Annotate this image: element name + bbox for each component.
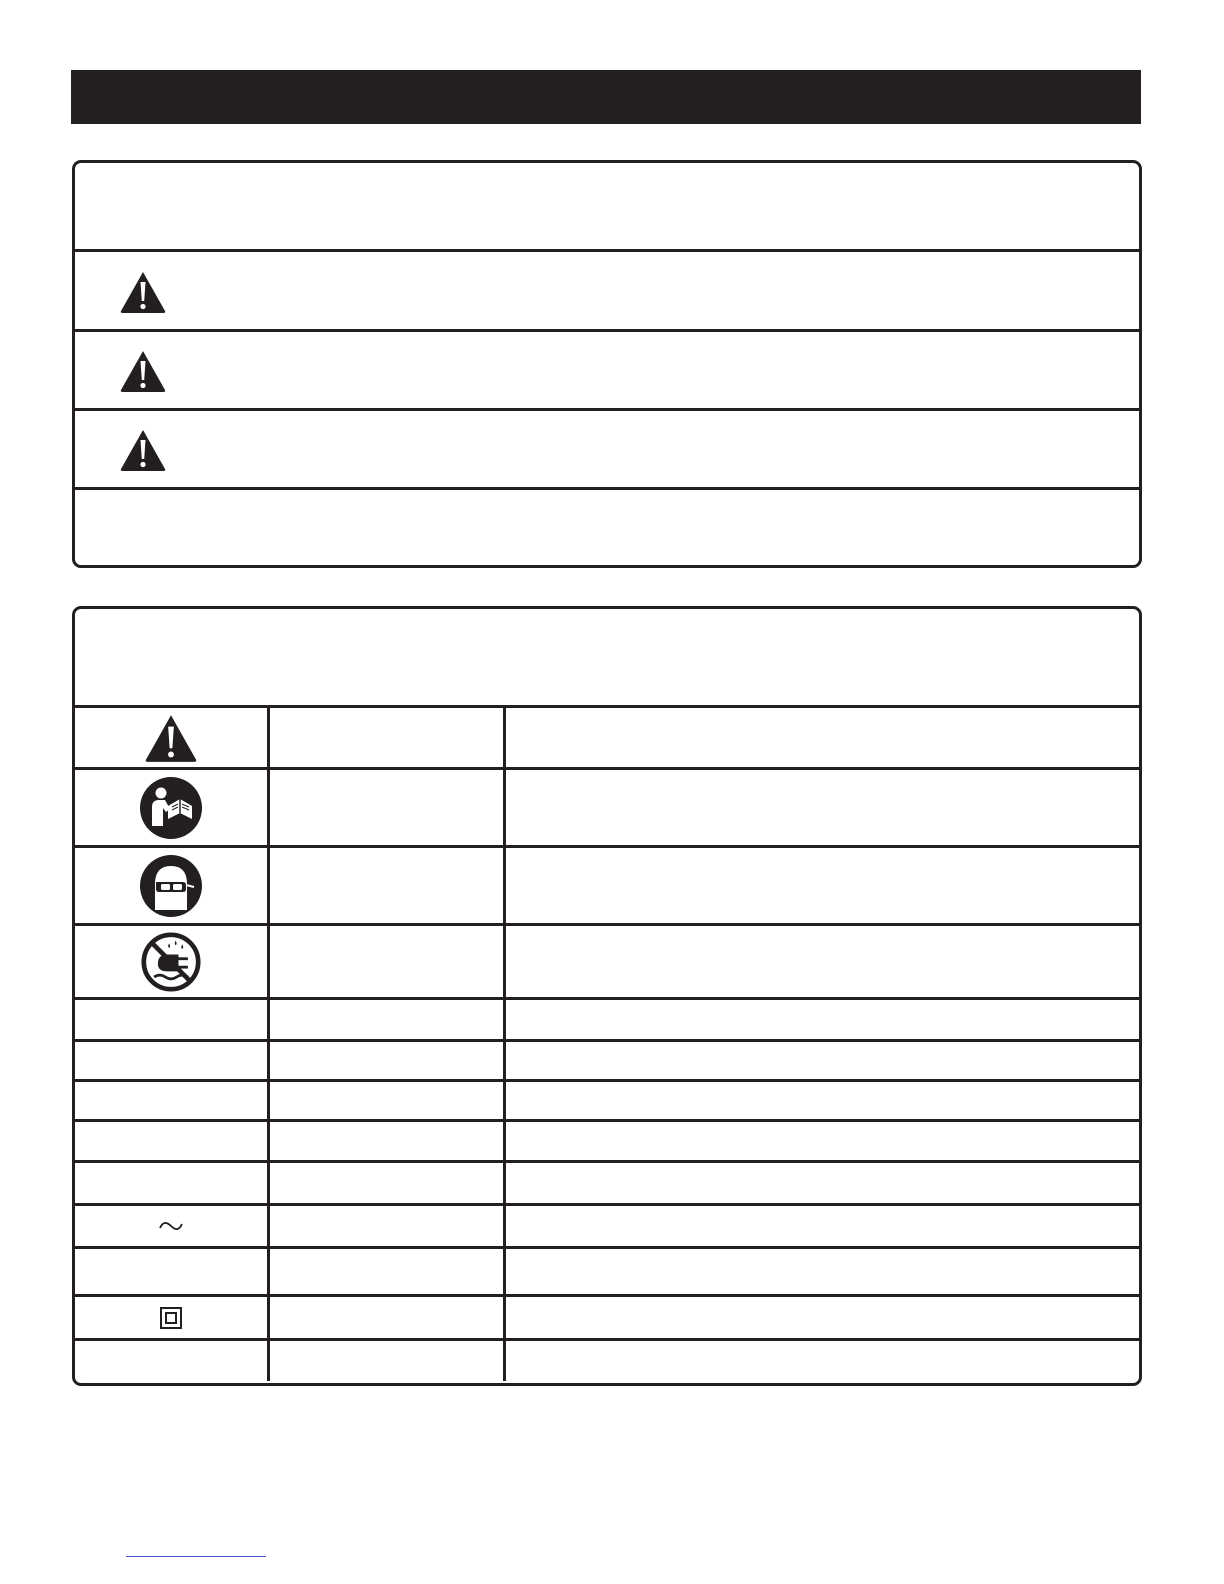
symbol-name-cell — [268, 847, 504, 925]
table-row — [75, 1121, 1139, 1162]
symbol-cell — [75, 1121, 268, 1162]
symbol-designation-cell — [504, 1296, 1139, 1340]
symbol-name-cell — [268, 769, 504, 847]
alternating-current-icon — [158, 1217, 184, 1235]
symbol-cell — [75, 707, 268, 769]
warning-triangle-icon — [143, 713, 199, 763]
read-manual-icon — [139, 776, 203, 840]
symbol-cell — [75, 1296, 268, 1340]
symbol-designation-cell — [504, 999, 1139, 1041]
symbol-designation-cell — [504, 1162, 1139, 1205]
symbol-designation-cell — [504, 925, 1139, 999]
table-row — [75, 1205, 1139, 1248]
symbol-designation-cell — [504, 1248, 1139, 1296]
table-row — [75, 1296, 1139, 1340]
symbol-cell — [75, 847, 268, 925]
signal-box-note — [75, 487, 1139, 565]
symbol-name-cell — [268, 925, 504, 999]
symbol-name-cell — [268, 999, 504, 1041]
symbol-name-cell — [268, 1081, 504, 1121]
symbol-cell — [75, 1248, 268, 1296]
symbol-designation-cell — [504, 1121, 1139, 1162]
symbol-designation-cell — [504, 707, 1139, 769]
table-row — [75, 769, 1139, 847]
symbol-cell — [75, 1081, 268, 1121]
warning-triangle-icon — [119, 428, 167, 472]
table-row — [75, 707, 1139, 769]
signal-box-header — [75, 163, 1139, 249]
symbol-designation-cell — [504, 1340, 1139, 1381]
safety-signal-box — [72, 160, 1142, 568]
symbol-name-cell — [268, 1121, 504, 1162]
table-row — [75, 1340, 1139, 1381]
signal-row-warning — [75, 329, 1139, 408]
no-wet-conditions-icon — [141, 932, 201, 992]
warning-triangle-icon — [119, 270, 167, 314]
symbols-box — [72, 606, 1142, 1386]
table-row — [75, 1081, 1139, 1121]
symbol-cell — [75, 1041, 268, 1081]
double-insulation-icon — [160, 1307, 182, 1329]
symbol-name-cell — [268, 1205, 504, 1248]
page-title-bar — [71, 70, 1141, 124]
symbol-name-cell — [268, 1340, 504, 1381]
symbol-cell — [75, 925, 268, 999]
symbol-designation-cell — [504, 1081, 1139, 1121]
warning-triangle-icon — [119, 349, 167, 393]
symbols-table — [75, 705, 1139, 1381]
symbol-designation-cell — [504, 1041, 1139, 1081]
symbols-box-header — [75, 609, 1139, 705]
signal-row-caution — [75, 408, 1139, 487]
symbol-name-cell — [268, 1248, 504, 1296]
table-row — [75, 999, 1139, 1041]
table-row — [75, 1041, 1139, 1081]
symbol-designation-cell — [504, 847, 1139, 925]
symbol-designation-cell — [504, 769, 1139, 847]
signal-row-danger — [75, 249, 1139, 329]
symbol-name-cell — [268, 1041, 504, 1081]
symbol-name-cell — [268, 1162, 504, 1205]
symbol-cell — [75, 999, 268, 1041]
table-row — [75, 847, 1139, 925]
symbol-name-cell — [268, 707, 504, 769]
symbol-cell — [75, 1340, 268, 1381]
footer-link-underline — [126, 1556, 266, 1557]
table-row — [75, 1248, 1139, 1296]
symbol-name-cell — [268, 1296, 504, 1340]
table-row — [75, 1162, 1139, 1205]
symbol-cell — [75, 1162, 268, 1205]
symbol-cell — [75, 769, 268, 847]
symbol-designation-cell — [504, 1205, 1139, 1248]
table-row — [75, 925, 1139, 999]
symbol-cell — [75, 1205, 268, 1248]
eye-protection-icon — [139, 854, 203, 918]
